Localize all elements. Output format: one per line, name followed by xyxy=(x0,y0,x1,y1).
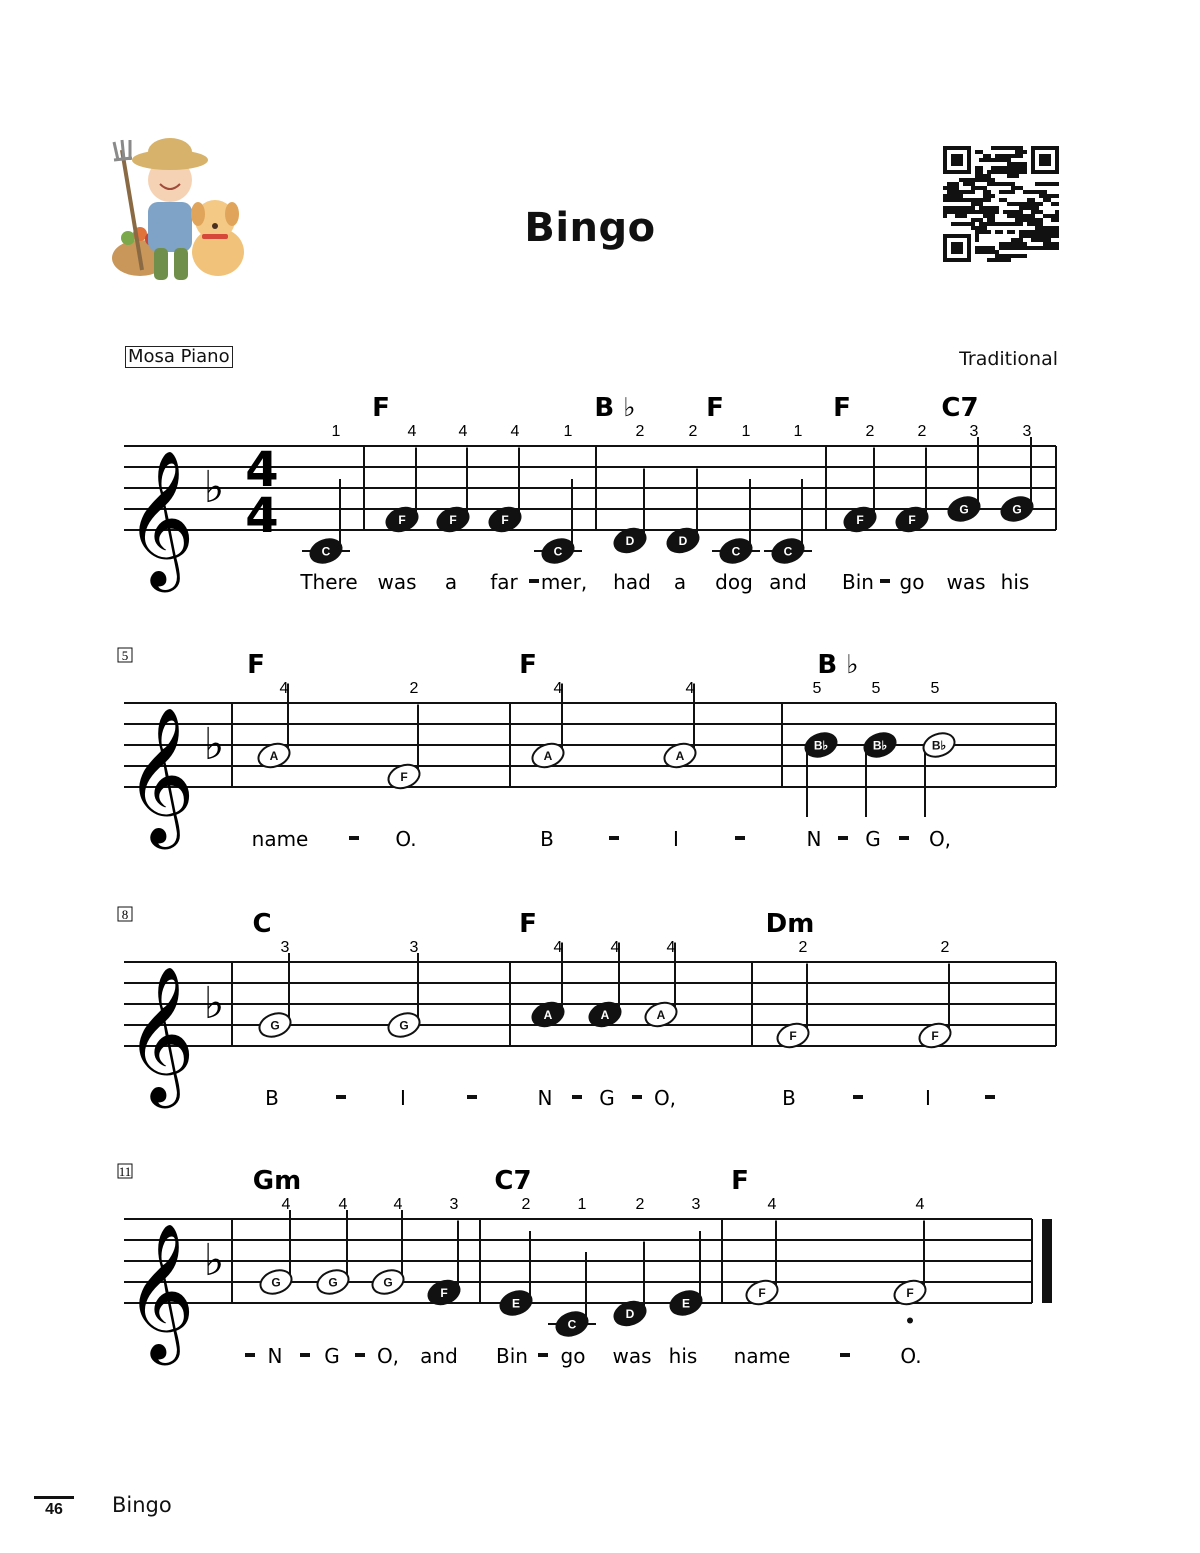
fingering-number: 1 xyxy=(331,423,341,440)
key-signature-flat-icon: ♭ xyxy=(203,719,225,770)
fingering-number: 4 xyxy=(685,680,695,697)
lyric-syllable: go xyxy=(560,1344,586,1368)
page-number: 46 xyxy=(34,1496,74,1519)
lyric-hyphen-text: - xyxy=(736,827,744,851)
note-letter: F xyxy=(931,1029,939,1043)
note-letter: C xyxy=(567,1317,577,1332)
lyric-syllable: B xyxy=(540,827,554,851)
fingering-number: 1 xyxy=(793,423,803,440)
lyric-hyphen-text: - xyxy=(337,1086,345,1110)
lyric-syllable: N xyxy=(267,1344,283,1368)
measure-number: 8 xyxy=(121,907,129,922)
fingering-number: 3 xyxy=(969,423,979,440)
fingering-number: 2 xyxy=(635,423,645,440)
lyric-syllable: I xyxy=(400,1086,406,1110)
fingering-number: 1 xyxy=(563,423,573,440)
treble-clef-icon: 𝄞 xyxy=(125,1221,195,1359)
note-letter: F xyxy=(398,513,406,527)
song-title: Bingo xyxy=(524,205,656,251)
note-letter: F xyxy=(908,513,916,527)
note-letter: A xyxy=(600,1008,610,1022)
lyric-syllable: and xyxy=(420,1344,458,1368)
fingering-number: 3 xyxy=(691,1196,701,1213)
lyric-syllable: O, xyxy=(928,827,952,851)
note-letter: A xyxy=(543,1008,553,1022)
note-letter: A xyxy=(543,749,553,763)
fingering-number: 1 xyxy=(741,423,751,440)
lyric-syllable: name xyxy=(733,1344,791,1368)
lyric-hyphen-text: - xyxy=(881,570,889,594)
lyric-hyphen-text: - xyxy=(986,1086,994,1110)
note-letter: G xyxy=(270,1018,280,1033)
fingering-number: 5 xyxy=(812,680,822,697)
lyric-syllable: and xyxy=(769,570,807,594)
chord-symbol: F xyxy=(519,909,537,939)
fingering-number: 2 xyxy=(798,939,808,956)
chord-symbol: F xyxy=(372,393,390,423)
fingering-number: 3 xyxy=(1022,423,1032,440)
composer-label: Traditional xyxy=(959,348,1058,370)
chord-symbol: C7 xyxy=(494,1166,532,1196)
lyric-hyphen-text: - xyxy=(356,1344,364,1368)
chord-symbol: F xyxy=(519,650,537,680)
fingering-number: 2 xyxy=(865,423,875,440)
final-barline-thick xyxy=(1042,1219,1052,1303)
lyric-hyphen-text: - xyxy=(530,570,538,594)
fingering-number: 5 xyxy=(871,680,881,697)
lyric-syllable: O. xyxy=(395,827,417,851)
note-letter: G xyxy=(399,1018,409,1033)
staff-system-2 xyxy=(118,648,1056,851)
fingering-number: 4 xyxy=(915,1196,925,1213)
chord-symbol: F xyxy=(833,393,851,423)
lyric-hyphen-text: - xyxy=(841,1344,849,1368)
staff-system-3 xyxy=(118,907,1056,1110)
fingering-number: 4 xyxy=(407,423,417,440)
lyric-syllable: was xyxy=(612,1344,652,1368)
lyric-hyphen-text: - xyxy=(633,1086,641,1110)
note-letter: G xyxy=(271,1275,281,1290)
lyric-syllable: B xyxy=(265,1086,279,1110)
fingering-number: 4 xyxy=(553,939,563,956)
key-signature-flat-icon: ♭ xyxy=(203,978,225,1029)
time-signature-top: 4 xyxy=(245,442,279,498)
note-letter: C xyxy=(553,544,563,559)
fingering-number: 2 xyxy=(409,680,419,697)
lyric-hyphen-text: - xyxy=(468,1086,476,1110)
fingering-number: 2 xyxy=(940,939,950,956)
note-letter: F xyxy=(856,513,864,527)
note-letter: B♭ xyxy=(872,738,888,753)
fingering-number: 3 xyxy=(449,1196,459,1213)
lyric-hyphen-text: - xyxy=(854,1086,862,1110)
staff-system-4 xyxy=(118,1164,1052,1368)
note-letter: B♭ xyxy=(813,738,829,753)
note-letter: C xyxy=(783,544,793,559)
lyric-syllable: his xyxy=(668,1344,698,1368)
staff-system-1 xyxy=(124,393,1056,594)
note-letter: F xyxy=(789,1029,797,1043)
key-signature-flat-icon: ♭ xyxy=(203,1235,225,1286)
lyric-syllable: B xyxy=(782,1086,796,1110)
arranger-label: Mosa Piano xyxy=(125,346,233,368)
note-letter: C xyxy=(731,544,741,559)
lyric-syllable: Bin xyxy=(842,570,874,594)
lyric-syllable: had xyxy=(613,570,651,594)
lyric-syllable: was xyxy=(946,570,986,594)
treble-clef-icon: 𝄞 xyxy=(125,705,195,843)
lyric-syllable: mer, xyxy=(540,570,588,594)
fingering-number: 2 xyxy=(688,423,698,440)
lyric-syllable: Bin xyxy=(496,1344,528,1368)
chord-symbol: F xyxy=(706,393,724,423)
fingering-number: 1 xyxy=(577,1196,587,1213)
note-letter: F xyxy=(449,513,457,527)
lyric-syllable: G xyxy=(599,1086,615,1110)
fingering-number: 4 xyxy=(553,680,563,697)
treble-clef-icon: 𝄞 xyxy=(125,448,195,586)
fingering-number: 4 xyxy=(393,1196,403,1213)
chord-symbol: B ♭ xyxy=(817,650,859,680)
note-letter: E xyxy=(681,1296,691,1311)
lyric-syllable: his xyxy=(1000,570,1030,594)
lyric-syllable: N xyxy=(537,1086,553,1110)
lyric-syllable: go xyxy=(899,570,925,594)
lyric-syllable: I xyxy=(673,827,679,851)
measure-number: 5 xyxy=(121,648,129,663)
fingering-number: 4 xyxy=(767,1196,777,1213)
lyric-hyphen-text: - xyxy=(301,1344,309,1368)
lyric-syllable: was xyxy=(377,570,417,594)
lyric-hyphen-text: - xyxy=(900,827,908,851)
note-letter: G xyxy=(1012,502,1022,517)
lyric-hyphen-text: - xyxy=(839,827,847,851)
note-letter: A xyxy=(656,1008,666,1022)
lyric-hyphen-text: - xyxy=(350,827,358,851)
note-letter: B♭ xyxy=(931,738,947,753)
fingering-number: 2 xyxy=(521,1196,531,1213)
lyric-syllable: O. xyxy=(900,1344,922,1368)
note-letter: E xyxy=(511,1296,521,1311)
note-letter: F xyxy=(400,770,408,784)
lyric-syllable: O, xyxy=(376,1344,400,1368)
note-letter: F xyxy=(440,1286,448,1300)
note-letter: G xyxy=(328,1275,338,1290)
lyric-syllable: There xyxy=(300,570,358,594)
note-letter: A xyxy=(269,749,279,763)
chord-symbol: B ♭ xyxy=(594,393,636,423)
chord-symbol: Dm xyxy=(765,909,815,939)
lyric-hyphen-text: - xyxy=(610,827,618,851)
note-letter: F xyxy=(501,513,509,527)
lyric-syllable: dog xyxy=(715,570,753,594)
time-signature-bottom: 4 xyxy=(245,488,279,544)
measure-number: 11 xyxy=(118,1164,132,1179)
note-letter: D xyxy=(625,1307,635,1321)
footer-title: Bingo xyxy=(112,1493,172,1517)
chord-symbol: C7 xyxy=(941,393,979,423)
fingering-number: 4 xyxy=(610,939,620,956)
chord-symbol: F xyxy=(247,650,265,680)
fingering-number: 4 xyxy=(666,939,676,956)
chord-symbol: Gm xyxy=(252,1166,302,1196)
note-letter: G xyxy=(959,502,969,517)
fingering-number: 5 xyxy=(930,680,940,697)
note-letter: A xyxy=(675,749,685,763)
note-letter: F xyxy=(758,1286,766,1300)
note-letter: C xyxy=(321,544,331,559)
note-dot xyxy=(907,1318,913,1324)
note-letter: G xyxy=(383,1275,393,1290)
fingering-number: 4 xyxy=(458,423,468,440)
lyric-syllable: far xyxy=(490,570,518,594)
lyric-syllable: a xyxy=(444,570,458,594)
fingering-number: 4 xyxy=(510,423,520,440)
lyric-hyphen-text: - xyxy=(539,1344,547,1368)
lyric-syllable: G xyxy=(865,827,881,851)
fingering-number: 3 xyxy=(280,939,290,956)
fingering-number: 4 xyxy=(281,1196,291,1213)
fingering-number: 2 xyxy=(917,423,927,440)
lyric-syllable: G xyxy=(324,1344,340,1368)
chord-symbol: F xyxy=(731,1166,749,1196)
fingering-number: 3 xyxy=(409,939,419,956)
lyric-syllable: name xyxy=(251,827,309,851)
lyric-syllable: I xyxy=(925,1086,931,1110)
lyric-syllable: a xyxy=(673,570,687,594)
lyric-syllable: O, xyxy=(653,1086,677,1110)
treble-clef-icon: 𝄞 xyxy=(125,964,195,1102)
note-letter: D xyxy=(625,534,635,548)
lyric-syllable: N xyxy=(806,827,822,851)
fingering-number: 4 xyxy=(279,680,289,697)
lyric-hyphen-text: - xyxy=(573,1086,581,1110)
note-letter: F xyxy=(906,1286,914,1300)
fingering-number: 2 xyxy=(635,1196,645,1213)
chord-symbol: C xyxy=(252,909,272,939)
note-letter: D xyxy=(678,534,688,548)
fingering-number: 4 xyxy=(338,1196,348,1213)
lyric-hyphen-text: - xyxy=(246,1344,254,1368)
key-signature-flat-icon: ♭ xyxy=(203,462,225,513)
